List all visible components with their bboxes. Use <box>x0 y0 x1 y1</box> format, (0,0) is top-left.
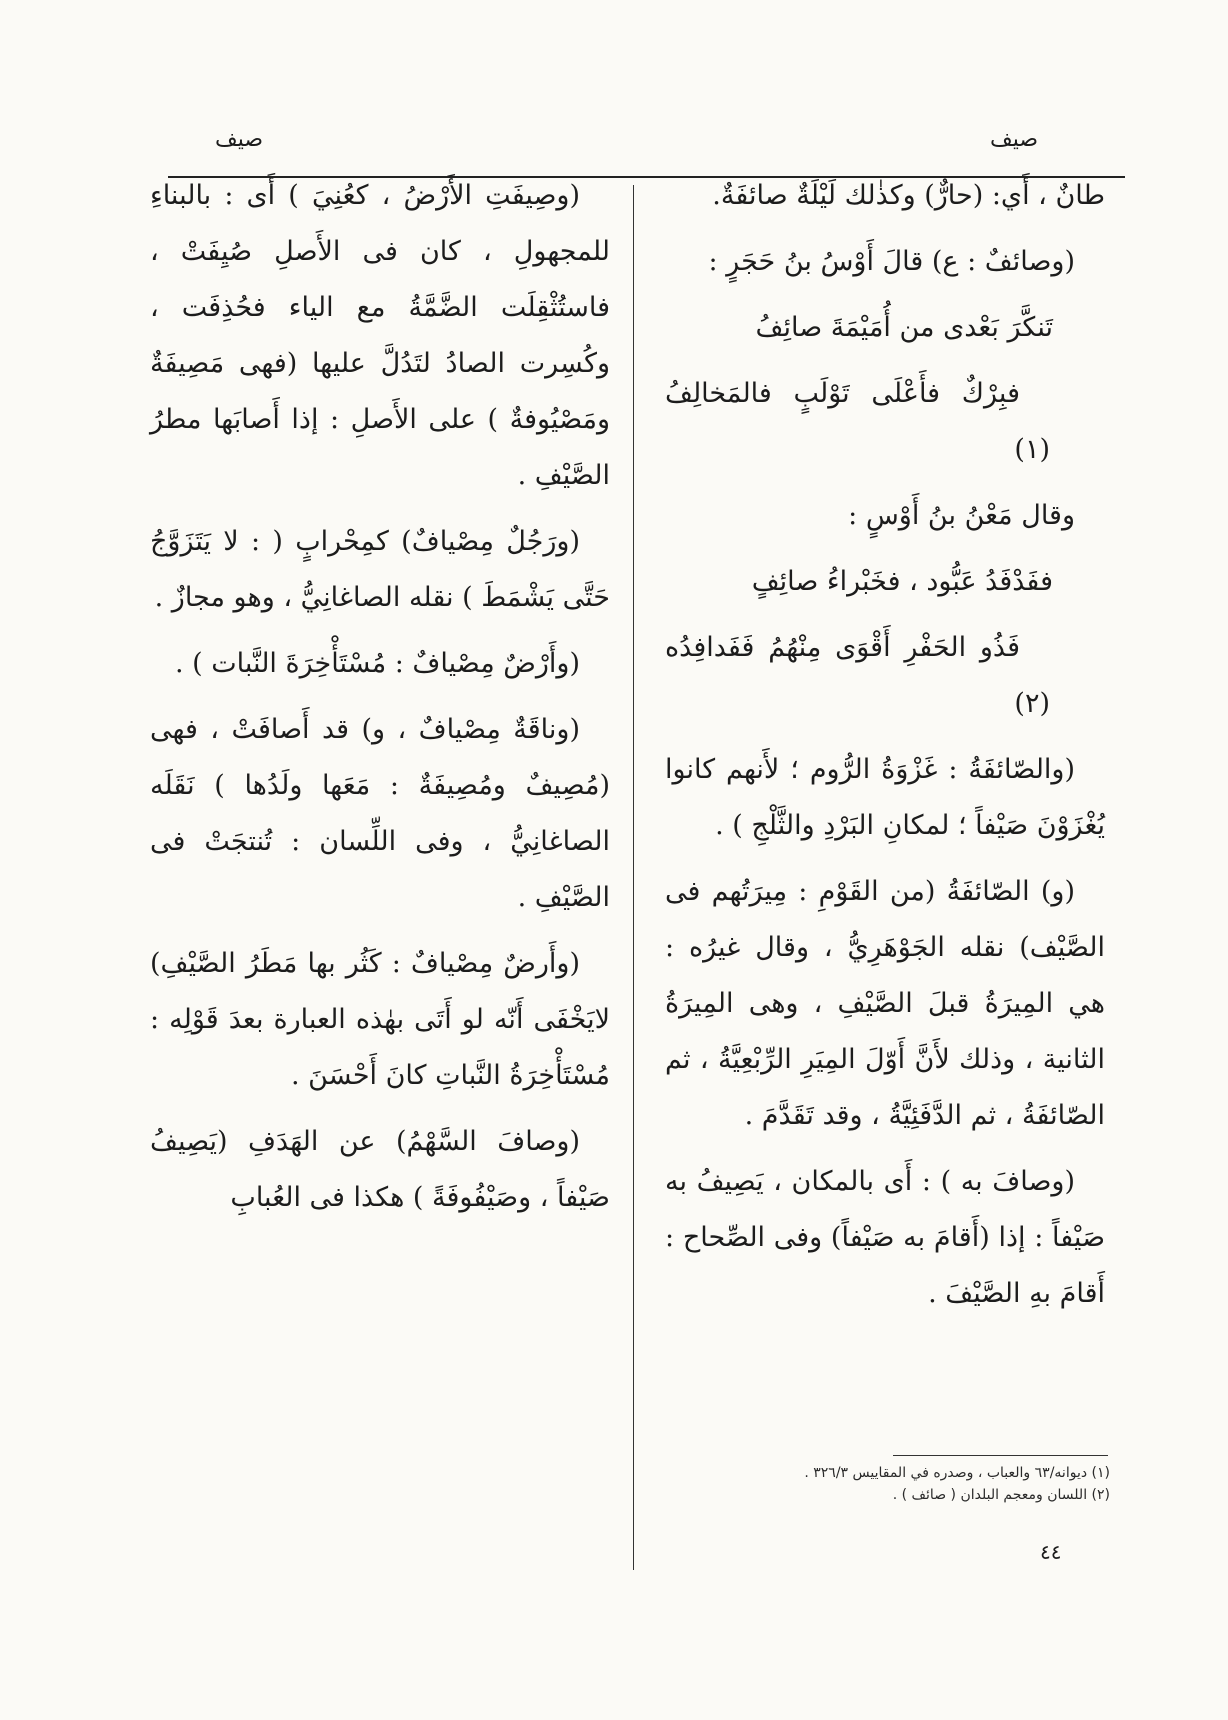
verse-line: تَنكَّرَ بَعْدى من أُمَيْمَةَ صائِفُ <box>755 312 1053 343</box>
paragraph: طانٌ ، أَي: (حارٌّ) وكذٰلك لَيْلَةٌ صائفَةٌ. <box>712 180 1105 211</box>
verse-line: ففَدْفَدُ عَبُّود ، فخَبْراءُ صائِفٍ <box>751 566 1053 597</box>
paragraph: (وصافَ به ) : أَى بالمكان ، يَصِيفُ به صَيْفاً : إذا (أَقامَ به صَيْفاً) وفى الصِّحاح : أَقامَ بهِ الصَّيْفَ . <box>665 1166 1105 1309</box>
column-divider <box>633 185 634 1570</box>
left-column <box>150 168 610 1236</box>
paragraph: (و) الصّائفَةُ (من القَوْمِ : مِيرَتُهم فى الصَّيْف) نقله الجَوْهَرِيُّ ، وقال غيرُه : هي المِيرَةُ قبلَ الصَّيْفِ ، وهى المِيرَةُ الثانية ، وذلك لأَنَّ أَوّلَ المِيَرِ الرِّبْعِيَّةُ ، ثم الصّائفَةُ ، ثم الدَّفَئِيَّةُ ، وقد تَقَدَّمَ . <box>665 876 1105 1131</box>
paragraph: (وأَرْضٌ مِصْيافٌ : مُسْتَأْخِرَةَ النَّبات ) . <box>174 648 580 679</box>
running-header-left: صيف <box>215 127 264 152</box>
paragraph: (والصّائفَةُ : غَزْوَةُ الرُّوم ؛ لأَنهم كانوا يُغْزَوْنَ صَيْفاً ؛ لمكانِ البَرْدِ والثَّلْجِ ) . <box>665 754 1105 841</box>
footnotes <box>690 1462 1110 1506</box>
paragraph: (وصافَ السَّهْمُ) عن الهَدَفِ (يَصِيفُ صَيْفاً ، وصَيْفُوفَةً ) هكذا فى العُبابِ <box>150 1126 610 1213</box>
footnote-1: (١) ديوانه/٦٣ والعباب ، وصدره في المقاييس ٣٢٦/٣ . <box>804 1465 1110 1481</box>
footnote-2: (٢) اللسان ومعجم البلدان ( صائف ) . <box>892 1487 1110 1503</box>
footnote-rule <box>893 1455 1108 1456</box>
paragraph: (وصِيفَتِ الأَرْضُ ، كعُنِيَ ) أَى : بالبناءِ للمجهولِ ، كان فى الأَصلِ صُيِفَتْ ، فاستُثْقِلَت الضَّمَّةُ مع الياء فحُذِفَت ، وكُسِرت الصادُ لتَدُلَّ عليها (فهى مَصِيفَةٌ ومَصْيُوفةٌ ) على الأَصلِ : إذا أَصابَها مطرُ الصَّيْفِ . <box>150 180 610 491</box>
paragraph: وقال مَعْنُ بنُ أَوْسٍ : <box>848 500 1075 531</box>
paragraph: (وناقَةٌ مِصْيافٌ ، و) قد أَصافَتْ ، فهى (مُصِيفٌ ومُصِيفَةٌ : مَعَها ولَدُها ) نَقَلَه الصاغانِيُّ ، وفى اللِّسان : تُنتجَتْ فى الصَّيْفِ . <box>150 714 610 913</box>
verse-line: فبِرْكٌ فأَعْلَى تَوْلَبٍ فالمَخالِفُ (١) <box>665 378 1050 465</box>
paragraph: (ورَجُلٌ مِصْيافٌ) كمِحْرابٍ ( : لا يَتَزَوَّجُ حَتَّى يَشْمَطَ ) نقله الصاغانِيُّ ، وهو مجازٌ . <box>150 526 610 613</box>
paragraph: (وأَرضٌ مِصْيافٌ : كَثُر بها مَطَرُ الصَّيْفِ) لايَخْفَى أَنّه لو أَتَى بهٰذه العبارة بعدَ قَوْلِه : مُسْتَأْخِرَةُ النَّباتِ كانَ أَحْسَنَ . <box>150 948 610 1091</box>
right-column <box>665 168 1105 1332</box>
running-header-right: صيف <box>990 127 1039 152</box>
paragraph: (وصائفٌ : ع) قالَ أَوْسُ بنُ حَجَرٍ : <box>708 246 1075 277</box>
verse-line: فَذُو الحَفْرِ أَقْوَى مِنْهُمُ فَفَدافِدُه (٢) <box>665 632 1050 719</box>
page-number: ٤٤ <box>1040 1540 1062 1564</box>
